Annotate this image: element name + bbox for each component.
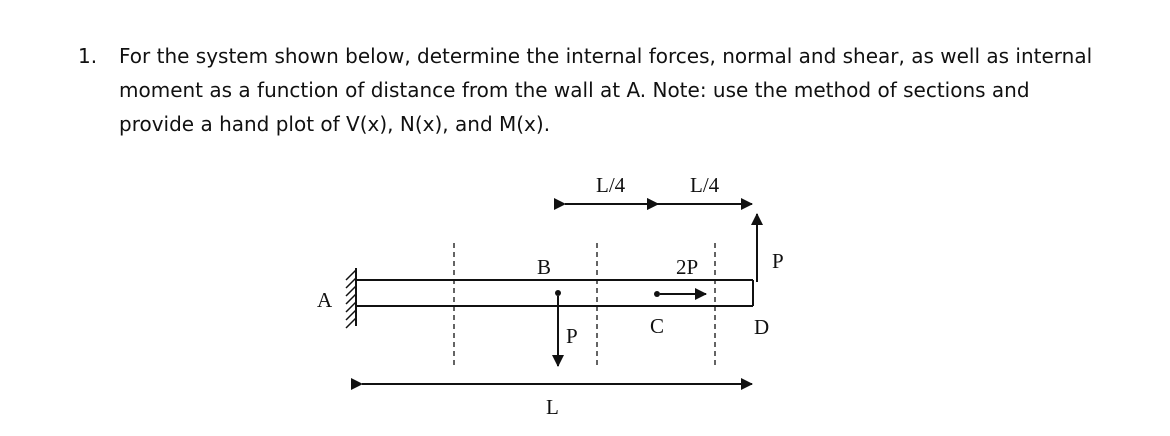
label-load-c: 2P [676,255,699,279]
load-c-arrow [654,291,706,297]
fixed-wall-support [346,268,356,328]
label-c: C [650,314,665,338]
label-b: B [537,255,552,279]
label-quarter-right: L/4 [690,173,720,197]
label-d: D [754,315,770,339]
problem-line-1: For the system shown below, determine the internal forces, normal and shear, as well as internal [119,44,1093,68]
problem-line-3: provide a hand plot of V(x), N(x), and M(x). [119,112,551,136]
load-b-arrow [555,290,561,366]
problem-number: 1. [78,44,98,68]
label-quarter-left: L/4 [596,173,626,197]
label-load-b: P [566,324,578,348]
label-length: L [546,395,559,419]
problem-line-2: moment as a function of distance from the wall at A. Note: use the method of sections and [119,78,1030,102]
label-load-d: P [772,249,784,273]
label-a: A [317,288,333,312]
